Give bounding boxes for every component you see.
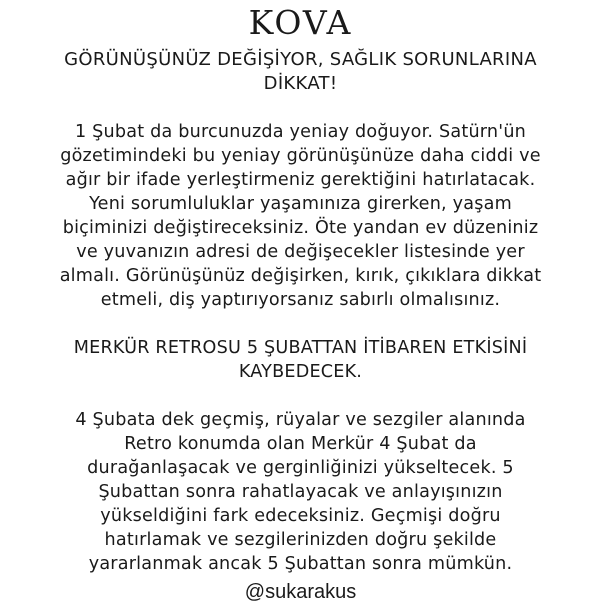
section2-body-line: yükseldiğini fark edeceksiniz. Geçmişi doğru <box>100 506 501 526</box>
spacer <box>12 384 589 408</box>
section1-body <box>12 120 589 312</box>
section1-body-line: biçiminizi değiştireceksiniz. Öte yandan ev düzeniniz <box>62 218 539 238</box>
section2-heading <box>12 336 589 384</box>
section1-body-line: gözetimindeki bu yeniay görünüşünüze daha ciddi ve <box>60 146 541 166</box>
author-handle: @sukarakus <box>244 581 357 603</box>
section1-body-line: almalı. Görünüşünüz değişirken, kırık, çıkıklara dikkat <box>59 266 542 286</box>
section1-body-line: ağır bir ifade yerleştirmeniz gerektiğini hatırlatacak. <box>65 170 536 190</box>
section2-body-line: durağanlaşacak ve gerginliğinizi yükseltecek. 5 <box>87 458 514 478</box>
section1-body-line: 1 Şubat da burcunuzda yeniay doğuyor. Satürn'ün <box>74 122 527 142</box>
page-title: KOVA <box>248 3 353 42</box>
section2-heading-line: KAYBEDECEK. <box>238 362 363 382</box>
spacer <box>12 312 589 336</box>
section1-heading <box>12 48 589 96</box>
section2-body-line: 4 Şubata dek geçmiş, rüyalar ve sezgiler alanında <box>75 410 526 430</box>
section2-body-line: Retro konumda olan Merkür 4 Şubat da <box>124 434 477 454</box>
section1-body-line: Yeni sorumluluklar yaşamınıza girerken, yaşam <box>89 194 512 214</box>
section1-heading-line: GÖRÜNÜŞÜNÜZ DEĞİŞİYOR, SAĞLIK SORUNLARINA <box>64 49 537 70</box>
section2-body-line: yararlanmak ancak 5 Şubattan sonra mümkün. <box>88 554 513 574</box>
section2-heading-line: MERKÜR RETROSU 5 ŞUBATTAN İTİBAREN ETKİSİNİ <box>73 338 528 358</box>
section1-heading-line: DİKKAT! <box>263 73 338 94</box>
section1-body-line: etmeli, diş yaptırıyorsanız sabırlı olmalısınız. <box>100 290 501 310</box>
section2-body <box>12 408 589 576</box>
section2-body-line: hatırlamak ve sezgilerinizden doğru şekilde <box>104 530 497 550</box>
section1-body-line: ve yuvanızın adresi de değişecekler listesinde yer <box>76 242 525 262</box>
section2-body-line: Şubattan sonra rahatlayacak ve anlayışınızın <box>98 482 503 502</box>
spacer <box>12 96 589 120</box>
